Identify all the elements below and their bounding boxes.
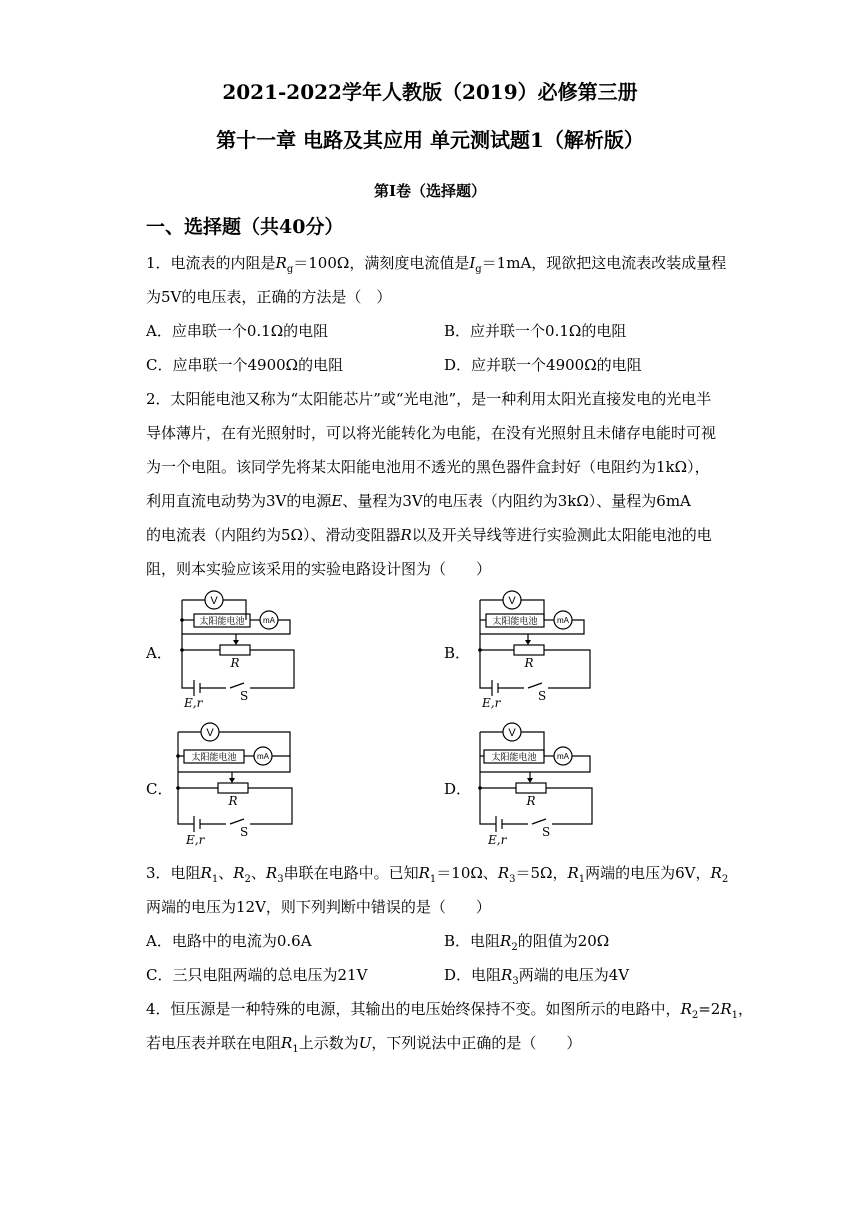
circuit-diagram-d	[474, 722, 614, 847]
svg-text:mA: mA	[557, 752, 569, 761]
source-label: E,r	[184, 696, 203, 710]
svg-text:E,r: E,r	[186, 833, 205, 847]
svg-text:E,r: E,r	[482, 696, 501, 710]
title-line-2: 第十一章 电路及其应用 单元测试题1（解析版）	[216, 128, 644, 152]
q2-option-a[interactable]: A．	[146, 644, 172, 662]
q1-line-1: 1．电流表的内阻是$R_g=100\Omega$，满刻度电流值是$I_g=1mA$，现欲把这电流表改装成量程	[146, 254, 727, 275]
svg-text:太阳能电池: 太阳能电池	[491, 752, 537, 762]
q3-line-1: 3．电阻$R_1$、$R_2$、$R_3$串联在电路中。已知$R_1=10\Omega$、$R_3=5\Omega$，$R_1$两端的电压为6V，$R_2$	[146, 864, 729, 885]
q2-line-2: 导体薄片，在有光照射时，可以将光能转化为电能，在没有光照射且未储存电能时可视	[146, 424, 717, 442]
svg-text:S: S	[542, 825, 551, 839]
q2-line-1: 2．太阳能电池又称为“太阳能芯片”或“光电池”，是一种利用太阳光直接发电的光电半	[146, 390, 712, 408]
title-line-1: 2021-2022学年人教版（2019）必修第三册	[222, 80, 638, 104]
svg-text:V: V	[508, 727, 516, 739]
voltmeter-label: V	[210, 595, 218, 607]
section-title: 第Ⅰ卷（选择题）	[373, 182, 487, 200]
part-heading: 一、选择题（共40分）	[146, 216, 344, 238]
switch-label: S	[240, 689, 249, 703]
circuit-diagram-c	[172, 722, 312, 847]
svg-text:太阳能电池: 太阳能电池	[492, 616, 538, 626]
svg-text:R: R	[526, 794, 536, 808]
q2-option-d[interactable]: D．	[444, 780, 472, 798]
svg-text:V: V	[508, 595, 516, 607]
q1-option-d[interactable]: D．应并联一个4900Ω的电阻	[444, 356, 642, 374]
q2-line-5: 的电流表（内阻约为5Ω）、滑动变阻器R以及开关导线等进行实验测此太阳能电池的电	[146, 526, 712, 544]
q2-option-b[interactable]: B．	[444, 644, 471, 662]
svg-text:V: V	[206, 727, 214, 739]
rheostat-label: R	[230, 656, 240, 670]
q4-line-1: 4．恒压源是一种特殊的电源，其输出的电压始终保持不变。如图所示的电路中，$R_2=2R_1$，	[146, 1000, 754, 1021]
svg-text:S: S	[240, 825, 249, 839]
cell-label: 太阳能电池	[199, 616, 245, 626]
circuit-diagram-a	[176, 590, 316, 710]
q2-line-6: 阻，则本实验应该采用的实验电路设计图为（ ）	[146, 560, 492, 578]
circuit-diagram-b	[474, 590, 614, 710]
q1-option-b[interactable]: B．应并联一个0.1Ω的电阻	[444, 322, 627, 340]
q3-option-b[interactable]: B．电阻$R_2$的阻值为20Ω	[444, 932, 610, 953]
svg-text:R: R	[524, 656, 534, 670]
q2-line-3: 为一个电阻。该同学先将某太阳能电池用不透光的黑色器件盒封好（电阻约为1kΩ），	[146, 458, 710, 476]
q3-option-d[interactable]: D．电阻$R_3$两端的电压为4V	[444, 966, 630, 987]
q1-line-2: 为5V的电压表，正确的方法是（ ）	[146, 288, 392, 306]
svg-text:R: R	[228, 794, 238, 808]
svg-text:太阳能电池: 太阳能电池	[191, 752, 237, 762]
svg-text:E,r: E,r	[488, 833, 507, 847]
svg-text:mA: mA	[257, 752, 269, 761]
q2-option-c[interactable]: C．	[146, 780, 173, 798]
q2-line-4: 利用直流电动势为3V的电源E、量程为3V的电压表（内阻约为3kΩ）、量程为6mA	[146, 492, 691, 510]
svg-text:S: S	[538, 689, 547, 703]
q3-line-2: 两端的电压为12V，则下列判断中错误的是（ ）	[146, 898, 491, 916]
svg-text:mA: mA	[557, 616, 569, 625]
ammeter-label: mA	[263, 616, 275, 625]
q4-line-2: 若电压表并联在电阻$R_1$上示数为U，下列说法中正确的是（ ）	[146, 1034, 582, 1055]
q3-option-a[interactable]: A．电路中的电流为0.6A	[146, 932, 312, 950]
q1-option-a[interactable]: A．应串联一个0.1Ω的电阻	[146, 322, 329, 340]
q3-option-c[interactable]: C．三只电阻两端的总电压为21V	[146, 966, 368, 984]
q1-option-c[interactable]: C．应串联一个4900Ω的电阻	[146, 356, 344, 374]
